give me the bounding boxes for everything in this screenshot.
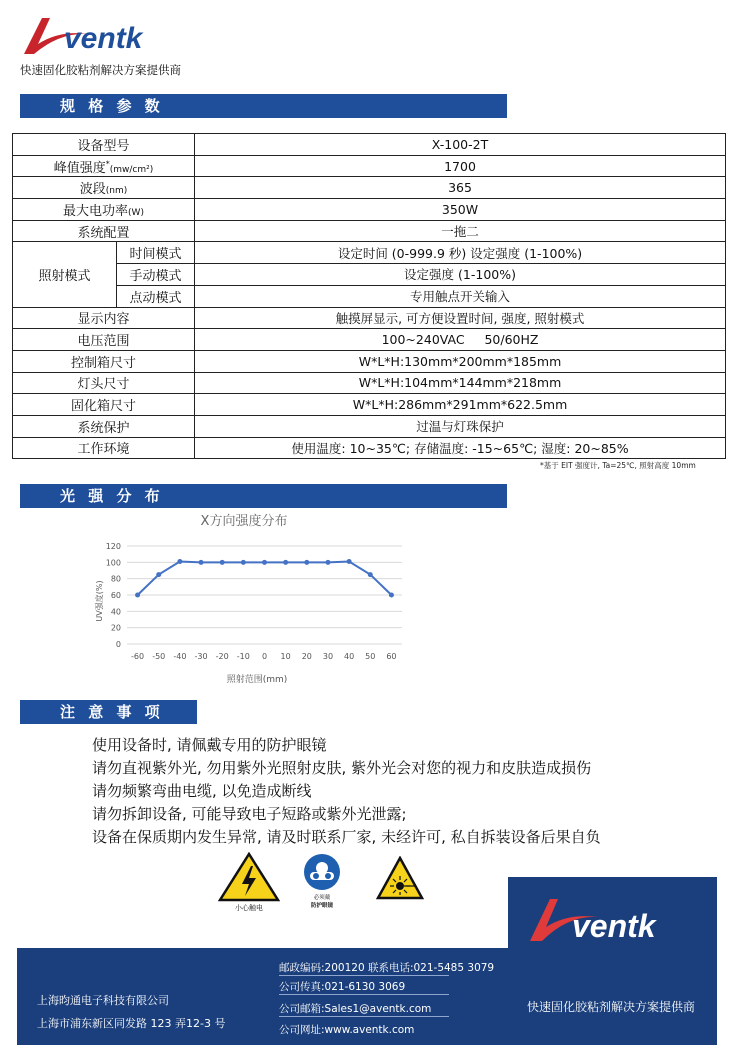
spec-value: X-100-2T bbox=[195, 134, 726, 156]
chart-xlabel: 照射范围(mm) bbox=[226, 675, 288, 685]
spec-label: 显示内容 bbox=[13, 307, 195, 329]
x-tick-label: -40 bbox=[173, 652, 187, 661]
svg-text:小心触电: 小心触电 bbox=[235, 904, 263, 912]
note-item: 请勿拆卸设备, 可能导致电子短路或紫外光泄露; bbox=[92, 805, 407, 823]
footer-company-name: 上海昀通电子科技有限公司 bbox=[37, 994, 169, 1007]
x-tick-label: -50 bbox=[152, 652, 166, 661]
spec-value: 使用温度: 10~35℃; 存储温度: -15~65℃; 湿度: 20~85% bbox=[195, 437, 726, 459]
table-row bbox=[13, 242, 726, 264]
spec-value: W*L*H:130mm*200mm*185mm bbox=[195, 350, 726, 372]
y-tick-label: 40 bbox=[110, 607, 121, 617]
data-point bbox=[304, 560, 309, 565]
table-row bbox=[13, 307, 726, 329]
spec-sublabel: 时间模式 bbox=[117, 242, 195, 264]
distribution-section-title: 光 强 分 布 bbox=[60, 487, 164, 505]
x-tick-label: 50 bbox=[365, 652, 376, 661]
data-point bbox=[220, 560, 225, 565]
brand-tagline: 快速固化胶粘剂解决方案提供商 bbox=[20, 63, 181, 77]
data-point bbox=[177, 559, 182, 564]
spec-sublabel: 点动模式 bbox=[117, 285, 195, 307]
spec-footnote: *基于 EIT 强度计, Ta=25℃, 照射高度 10mm bbox=[540, 461, 696, 470]
spec-label: 电压范围 bbox=[13, 329, 195, 351]
y-tick-label: 120 bbox=[105, 542, 121, 551]
footer-aventk-logo bbox=[508, 877, 717, 948]
spec-label: 峰值强度*(mw/cm²) bbox=[13, 155, 195, 177]
laser-warning bbox=[376, 856, 424, 900]
data-point bbox=[325, 560, 330, 565]
footer-divider bbox=[279, 1016, 449, 1017]
spec-label: 工作环境 bbox=[13, 437, 195, 459]
data-point bbox=[347, 559, 352, 564]
goggles-icon bbox=[300, 852, 344, 912]
spec-value: W*L*H:286mm*291mm*622.5mm bbox=[195, 394, 726, 416]
table-row bbox=[13, 264, 726, 286]
footer-divider bbox=[279, 994, 449, 995]
x-tick-label: 10 bbox=[280, 652, 291, 661]
aventk-logo bbox=[20, 14, 190, 58]
footer-fax: 公司传真:021-6130 3069 bbox=[279, 981, 406, 993]
x-tick-label: 0 bbox=[261, 652, 268, 661]
table-row bbox=[13, 415, 726, 437]
chart-y-ticks bbox=[106, 542, 121, 649]
table-row bbox=[13, 372, 726, 394]
chart-x-ticks bbox=[131, 652, 396, 661]
electric-shock-icon bbox=[218, 852, 280, 912]
y-tick-label: 20 bbox=[110, 623, 121, 633]
spec-table bbox=[12, 133, 726, 459]
x-tick-label: 30 bbox=[322, 652, 334, 661]
x-tick-label: 60 bbox=[386, 652, 397, 661]
spec-label: 照射模式 bbox=[13, 242, 117, 307]
data-point bbox=[368, 572, 373, 577]
table-row bbox=[13, 155, 726, 177]
spec-label: 系统配置 bbox=[13, 220, 195, 242]
data-point bbox=[156, 572, 161, 577]
note-item: 请勿频繁弯曲电缆, 以免造成断线 bbox=[92, 782, 312, 800]
footer-divider bbox=[279, 975, 449, 976]
table-row bbox=[13, 199, 726, 221]
note-item: 请勿直视紫外光, 勿用紫外光照射皮肤, 紫外光会对您的视力和皮肤造成损伤 bbox=[92, 759, 592, 777]
data-point bbox=[389, 593, 394, 598]
spec-label: 最大电功率(W) bbox=[13, 199, 195, 221]
spec-value: 设定强度 (1-100%) bbox=[195, 264, 726, 286]
data-point bbox=[135, 593, 140, 598]
spec-label: 波段(nm) bbox=[13, 177, 195, 199]
y-tick-label: 80 bbox=[110, 574, 121, 584]
notes-list bbox=[92, 734, 601, 849]
spec-value: 350W bbox=[195, 199, 726, 221]
y-tick-label: 60 bbox=[110, 591, 121, 600]
footer-postal: 邮政编码:200120 联系电话:021-5485 3079 bbox=[279, 962, 495, 974]
electric-shock-warning bbox=[218, 852, 280, 912]
spec-sublabel: 手动模式 bbox=[117, 264, 195, 286]
footer bbox=[17, 948, 717, 1045]
footer-address: 上海市浦东新区同发路 123 弄12-3 号 bbox=[37, 1017, 226, 1030]
x-tick-label: -30 bbox=[194, 652, 208, 661]
spec-label: 灯头尺寸 bbox=[13, 372, 195, 394]
table-row bbox=[13, 177, 726, 199]
svg-text:防护眼镜: 防护眼镜 bbox=[310, 903, 334, 909]
table-row bbox=[13, 134, 726, 156]
y-tick-label: 100 bbox=[105, 558, 121, 568]
spec-value: 1700 bbox=[195, 155, 726, 177]
spec-label: 设备型号 bbox=[13, 134, 195, 156]
spec-value: 一拖二 bbox=[195, 220, 726, 242]
spec-value: 365 bbox=[195, 177, 726, 199]
specs-section-banner bbox=[20, 94, 507, 118]
spec-value: 设定时间 (0-999.9 秒) 设定强度 (1-100%) bbox=[195, 242, 726, 264]
x-tick-label: 20 bbox=[301, 652, 312, 661]
spec-value: W*L*H:104mm*144mm*218mm bbox=[195, 372, 726, 394]
y-tick-label: 0 bbox=[115, 640, 121, 649]
table-row bbox=[13, 437, 726, 459]
spec-value: 触摸屏显示, 可方便设置时间, 强度, 照射模式 bbox=[195, 307, 726, 329]
spec-label: 系统保护 bbox=[13, 415, 195, 437]
specs-section-title: 规 格 参 数 bbox=[60, 97, 164, 115]
data-point bbox=[283, 560, 288, 565]
spec-label: 固化箱尺寸 bbox=[13, 394, 195, 416]
spec-value: 专用触点开关输入 bbox=[195, 285, 726, 307]
note-item: 使用设备时, 请佩戴专用的防护眼镜 bbox=[92, 736, 327, 754]
data-point bbox=[262, 560, 267, 565]
intensity-chart bbox=[82, 508, 412, 690]
goggles-warning bbox=[300, 852, 344, 912]
footer-logo-panel bbox=[508, 877, 717, 948]
x-tick-label: -10 bbox=[236, 652, 250, 661]
note-item: 设备在保质期内发生异常, 请及时联系厂家, 未经许可, 私自拆装设备后果自负 bbox=[92, 828, 601, 846]
spec-value: 100~240VAC 50/60HZ bbox=[195, 329, 726, 351]
notes-section-banner bbox=[20, 700, 197, 724]
table-row bbox=[13, 285, 726, 307]
x-tick-label: -20 bbox=[215, 652, 229, 661]
svg-text:ventk: ventk bbox=[64, 22, 143, 55]
x-tick-label: 40 bbox=[344, 652, 355, 661]
notes-section-title: 注 意 事 项 bbox=[60, 703, 164, 721]
footer-tagline: 快速固化胶粘剂解决方案提供商 bbox=[527, 1000, 696, 1014]
spec-label: 控制箱尺寸 bbox=[13, 350, 195, 372]
footer-email[interactable]: 公司邮箱:Sales1@aventk.com bbox=[279, 1003, 432, 1015]
distribution-section-banner bbox=[20, 484, 507, 508]
table-row bbox=[13, 394, 726, 416]
svg-text:必须戴: 必须戴 bbox=[313, 895, 331, 901]
svg-text:ventk: ventk bbox=[572, 908, 656, 944]
x-tick-label: -60 bbox=[131, 652, 145, 661]
spec-value: 过温与灯珠保护 bbox=[195, 415, 726, 437]
data-point bbox=[241, 560, 246, 565]
chart-ylabel: UV强度(%) bbox=[95, 580, 104, 622]
table-row bbox=[13, 220, 726, 242]
footer-website[interactable]: 公司网址:www.aventk.com bbox=[279, 1024, 415, 1036]
table-row bbox=[13, 329, 726, 351]
data-point bbox=[199, 560, 204, 565]
laser-warning-icon bbox=[376, 856, 424, 900]
table-row bbox=[13, 350, 726, 372]
chart-title: X方向强度分布 bbox=[200, 514, 288, 529]
